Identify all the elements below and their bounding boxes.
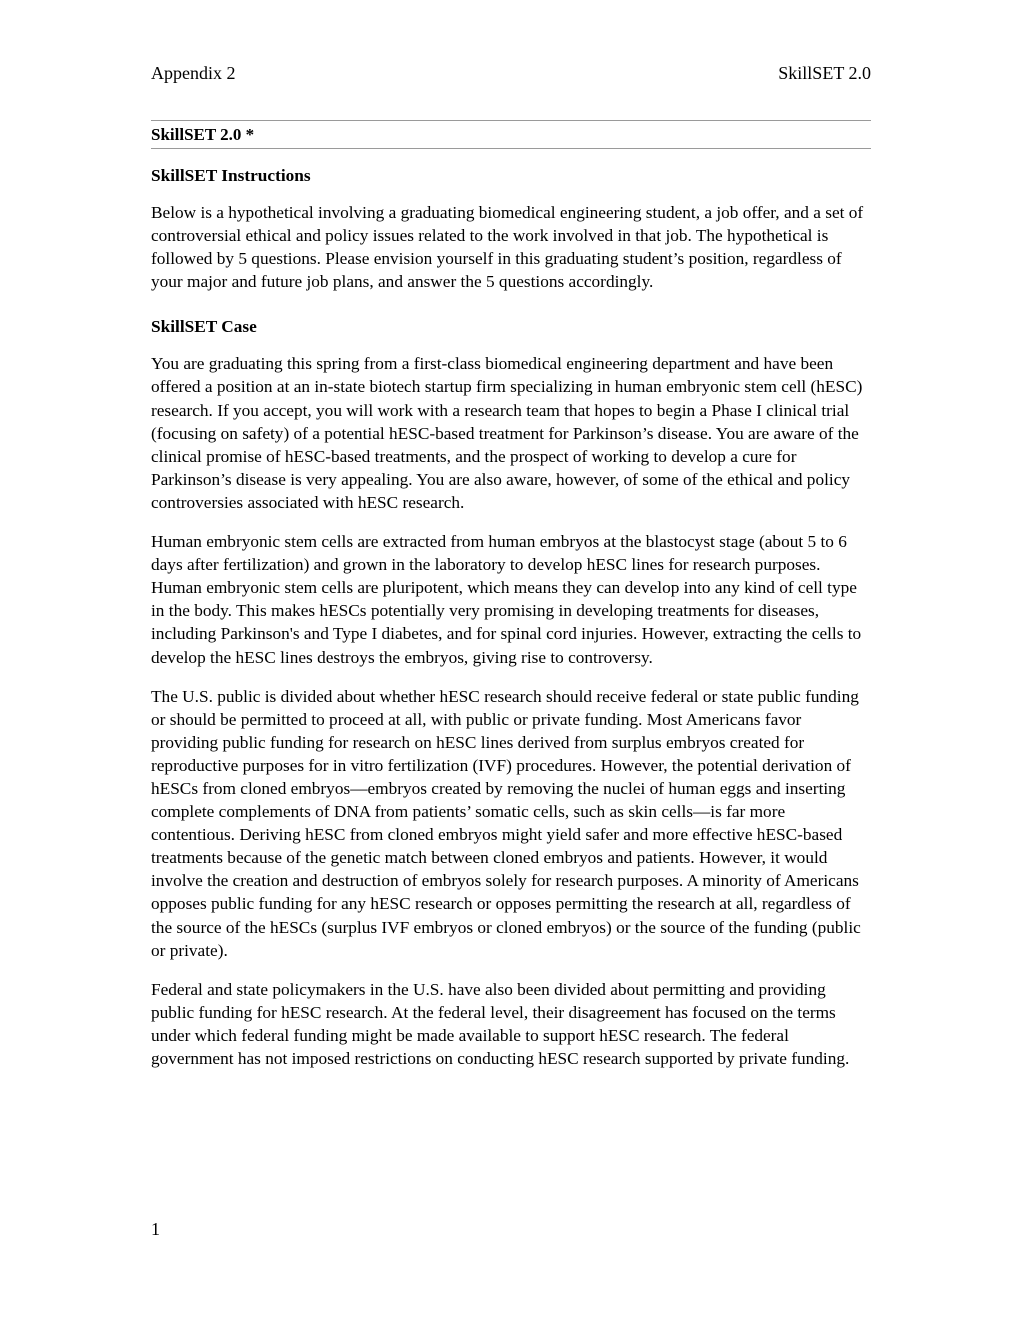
case-heading: SkillSET Case bbox=[151, 317, 257, 337]
instructions-paragraph: Below is a hypothetical involving a graduating biomedical engineering student, a job offer, and a set of controversial ethical and policy issues related to the work involved in that job. The hypothetical is followed by 5 questions. Please envision yourself in this graduating student’s position, regardless of your major and future job plans, and answer the 5 questions accordingly. bbox=[151, 203, 864, 292]
case-paragraph-3: The U.S. public is divided about whether hESC research should receive federal or state public funding or should be permitted to proceed at all, with public or private funding. Most Americans favor providing public funding for research on hESC lines derived from surplus embryos created for reproductive purposes for in vitro fertilization (IVF) procedures. However, the potential derivation of hESCs from cloned embryos—embryos created by removing the nuclei of human eggs and inserting complete complements of DNA from patients’ somatic cells, such as skin cells—is far more contentious. Deriving hESC from cloned embryos might yield safer and more effective hESC-based treatments because of the genetic match between cloned embryos and patients. However, it would involve the creation and destruction of embryos solely for research purposes. A minority of Americans opposes public funding for any hESC research or opposes permitting the research at all, regardless of the source of the hESCs (surplus IVF embryos or cloned embryos) or the source of the funding (public or private). bbox=[151, 686, 861, 960]
case-paragraph-4: Federal and state policymakers in the U.S. have also been divided about permitting and providing public funding for hESC research. At the federal level, their disagreement has focused on the terms under which federal funding might be made available to support hESC research. The federal government has not imposed restrictions on conducting hESC research supported by private funding. bbox=[151, 979, 850, 1068]
document-body bbox=[151, 164, 871, 1086]
case-paragraph-1: You are graduating this spring from a first-class biomedical engineering department and have been offered a position at an in-state biotech startup firm specializing in human embryonic stem cell (hESC) research. If you accept, you will work with a research team that hopes to begin a Phase I clinical trial (focusing on safety) of a potential hESC-based treatment for Parkinson’s disease. You are aware of the clinical promise of hESC-based treatments, and the prospect of working to develop a cure for Parkinson’s disease is very appealing. You are also aware, however, of some of the ethical and policy controversies associated with hESC research. bbox=[151, 354, 863, 512]
instructions-heading: SkillSET Instructions bbox=[151, 166, 311, 185]
document-page bbox=[151, 0, 871, 1320]
header-right-text: SkillSET 2.0 bbox=[778, 63, 871, 83]
header-left-text: Appendix 2 bbox=[151, 63, 236, 83]
title-top-rule bbox=[151, 120, 871, 121]
page-number: 1 bbox=[151, 1219, 160, 1239]
document-title: SkillSET 2.0 * bbox=[151, 125, 255, 144]
title-bottom-rule bbox=[151, 148, 871, 149]
case-paragraph-2: Human embryonic stem cells are extracted from human embryos at the blastocyst stage (about 5 to 6 days after fertilization) and grown in the laboratory to develop hESC lines for research purposes. Human embryonic stem cells are pluripotent, which means they can develop into any kind of cell type in the body. This makes hESCs potentially very promising in developing treatments for diseases, including Parkinson's and Type I diabetes, and for spinal cord injuries. However, extracting the cells to develop the hESC lines destroys the embryos, giving rise to controversy. bbox=[151, 532, 862, 667]
